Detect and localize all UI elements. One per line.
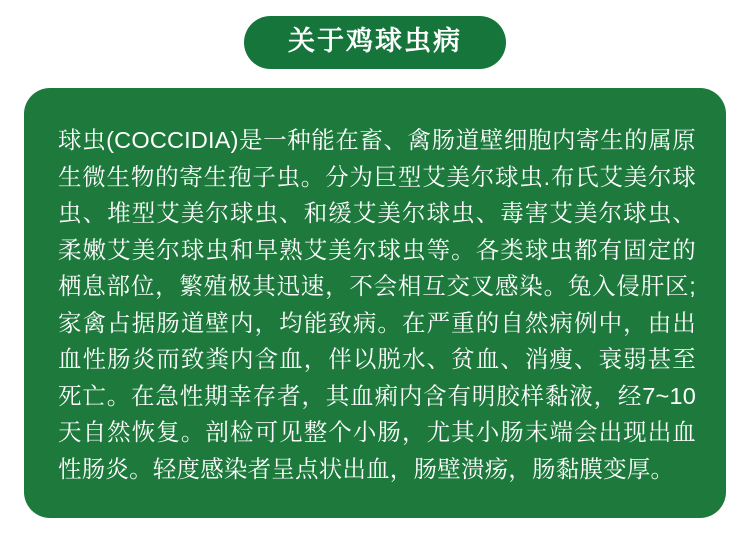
content-paragraph: 球虫(COCCIDIA)是一种能在畜、禽肠道壁细胞内寄生的属原生微生物的寄生孢子虫。分为巨型艾美尔球虫.布氏艾美尔球虫、堆型艾美尔球虫、和缓艾美尔球虫、毒害艾美尔球虫、柔嫩艾美尔球虫和早熟艾美尔球虫等。各类球虫都有固定的栖息部位，繁殖极其迅速，不会相互交叉感染。兔入侵肝区;家禽占据肠道壁内，均能致病。在严重的自然病例中，由出血性肠炎而致粪内含血，伴以脱水、贫血、消瘦、衰弱甚至死亡。在急性期幸存者，其血痢内含有明胶样黏液，经7~10天自然恢复。剖检可见整个小肠，尤其小肠末端会出现出血性肠炎。轻度感染者呈点状出血，肠壁溃疡，肠黏膜变厚。 <box>58 127 696 482</box>
title-banner <box>244 16 506 69</box>
content-card <box>24 88 726 518</box>
page-title: 关于鸡球虫病 <box>288 26 462 56</box>
